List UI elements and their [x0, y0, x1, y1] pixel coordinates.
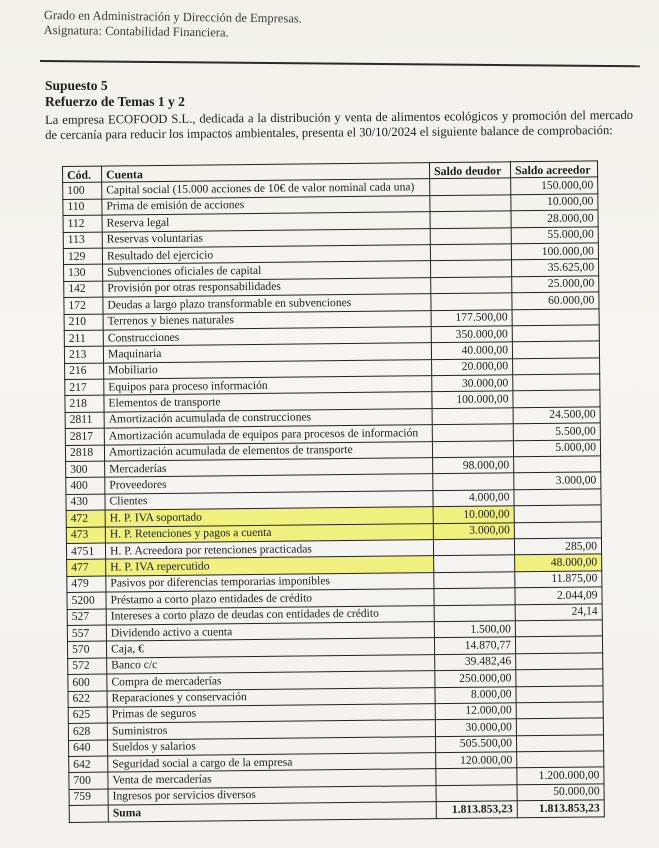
row-credit	[513, 358, 600, 375]
row-account: Intereses a corto plazo de deudas con entidades de crédito	[106, 605, 434, 625]
exercise-title: Supuesto 5	[45, 78, 108, 93]
course-header	[44, 8, 302, 42]
row-code: 142	[64, 281, 103, 298]
row-debit: 20.000,00	[432, 358, 513, 375]
row-account: Caja, €	[106, 638, 434, 658]
row-account: Venta de mercaderías	[108, 769, 436, 789]
row-debit	[430, 178, 511, 195]
total-label: Suma	[108, 802, 436, 822]
row-account: Sueldos y salarios	[108, 736, 436, 756]
row-account: Proveedores	[105, 474, 433, 494]
row-debit	[432, 408, 513, 425]
row-code: 572	[68, 658, 107, 675]
row-debit	[434, 604, 515, 621]
row-code: 625	[68, 707, 107, 724]
row-credit	[515, 636, 602, 653]
row-account: Subvenciones oficiales de capital	[103, 261, 431, 281]
row-debit: 120.000,00	[436, 752, 517, 769]
row-account: Dividendo activo a cuenta	[106, 622, 434, 642]
header-credit: Saldo acreedor	[510, 161, 597, 178]
row-credit: 55.000,00	[511, 226, 598, 243]
row-credit	[516, 702, 603, 719]
row-code: 4751	[66, 543, 105, 560]
row-credit: 35.625,00	[512, 259, 599, 276]
row-account: Reparaciones y conservación	[107, 687, 435, 707]
row-code: 640	[69, 740, 108, 757]
course-degree: Grado en Administración y Dirección de Empresas.	[43, 8, 302, 26]
row-code: 622	[68, 691, 107, 708]
row-debit	[434, 572, 515, 589]
row-account: Reserva legal	[102, 212, 430, 232]
exercise-subtitle: Refuerzo de Temas 1 y 2	[45, 94, 185, 109]
row-credit	[513, 390, 600, 407]
row-account: Terrenos y bienes naturales	[103, 310, 431, 330]
row-credit: 2.044,09	[515, 587, 602, 604]
row-credit: 150.000,00	[511, 177, 598, 194]
row-code: 527	[67, 609, 106, 626]
row-debit: 30.000,00	[432, 375, 513, 392]
row-credit: 50.000,00	[517, 784, 604, 801]
row-credit	[514, 489, 601, 506]
row-account: Primas de seguros	[107, 704, 435, 724]
row-credit: 24.500,00	[513, 407, 600, 424]
row-credit	[514, 456, 601, 473]
row-account: Suministros	[107, 720, 435, 740]
row-debit: 8.000,00	[435, 686, 516, 703]
row-credit	[514, 505, 601, 522]
row-account: Amortización acumulada de elementos de transporte	[104, 441, 432, 461]
row-account: Amortización acumulada de construcciones	[104, 408, 432, 428]
row-debit	[436, 768, 517, 785]
row-account: Maquinaria	[103, 343, 431, 363]
total-spacer	[69, 805, 108, 822]
row-credit	[514, 521, 601, 538]
header-debit: Saldo deudor	[429, 162, 510, 179]
row-account: Pasivos por diferencias temporarias imponibles	[106, 572, 434, 592]
row-code: 130	[64, 264, 103, 281]
total-debit: 1.813.853,23	[436, 801, 517, 818]
row-account: Préstamo a corto plazo entidades de crédito	[106, 589, 434, 609]
row-code: 700	[69, 773, 108, 790]
row-code: 129	[63, 248, 102, 265]
row-credit	[512, 341, 599, 358]
row-account: H. P. Acreedora por retenciones practicadas	[105, 540, 433, 560]
row-credit	[515, 620, 602, 637]
row-debit	[431, 293, 512, 310]
row-debit	[433, 473, 514, 490]
row-code: 2811	[65, 412, 104, 429]
row-code: 2818	[65, 445, 104, 462]
exercise-heading	[45, 78, 185, 110]
row-account: Seguridad social a cargo de la empresa	[108, 753, 436, 773]
row-debit	[436, 785, 517, 802]
row-credit	[516, 669, 603, 686]
row-code: 300	[66, 461, 105, 478]
row-debit: 3.000,00	[433, 522, 514, 539]
row-credit: 100.000,00	[511, 243, 598, 260]
row-account: Capital social (15.000 acciones de 10€ de valor nominal cada una)	[102, 179, 430, 199]
row-debit: 350.000,00	[431, 326, 512, 343]
row-debit: 177.500,00	[431, 309, 512, 326]
header-divider	[40, 60, 640, 67]
row-account: H. P. IVA soportado	[105, 507, 433, 527]
row-credit: 5.000,00	[513, 440, 600, 457]
row-account: H. P. IVA repercutido	[106, 556, 434, 576]
trial-balance-table	[62, 160, 605, 822]
row-debit	[430, 195, 511, 212]
header-code: Cód.	[63, 166, 102, 183]
row-debit: 100.000,00	[432, 391, 513, 408]
row-credit: 285,00	[514, 538, 601, 555]
row-credit	[512, 325, 599, 342]
total-credit: 1.813.853,23	[517, 800, 604, 817]
row-debit	[432, 424, 513, 441]
row-account: Equipos para proceso información	[104, 376, 432, 396]
row-code: 642	[69, 756, 108, 773]
row-debit: 505.500,00	[435, 735, 516, 752]
row-debit	[430, 227, 511, 244]
row-code: 210	[64, 314, 103, 331]
row-debit: 1.500,00	[434, 621, 515, 638]
row-account: Reservas voluntarias	[102, 228, 430, 248]
header-account: Cuenta	[102, 163, 430, 183]
row-account: Mobiliario	[104, 359, 432, 379]
row-credit: 25.000,00	[512, 276, 599, 293]
row-credit	[516, 685, 603, 702]
row-debit	[431, 277, 512, 294]
row-account: Clientes	[105, 490, 433, 510]
row-code: 213	[64, 346, 103, 363]
row-code: 472	[66, 510, 105, 527]
row-debit	[430, 244, 511, 261]
row-code: 216	[65, 363, 104, 380]
row-debit: 12.000,00	[435, 703, 516, 720]
row-code: 400	[66, 477, 105, 494]
row-account: Provisión por otras responsabilidades	[103, 277, 431, 297]
row-account: Amortización acumulada de equipos para procesos de información	[104, 425, 432, 445]
row-code: 570	[67, 641, 106, 658]
row-credit	[516, 653, 603, 670]
row-account: Elementos de transporte	[104, 392, 432, 412]
row-code: 110	[63, 199, 102, 216]
row-account: Prima de emisión de acciones	[102, 195, 430, 215]
row-credit	[517, 751, 604, 768]
row-account: Resultado del ejercicio	[102, 245, 430, 265]
row-code: 479	[67, 576, 106, 593]
row-debit: 98.000,00	[433, 457, 514, 474]
row-code: 477	[67, 559, 106, 576]
row-debit: 4.000,00	[433, 490, 514, 507]
row-credit	[516, 735, 603, 752]
row-debit	[434, 555, 515, 572]
row-code: 112	[63, 215, 102, 232]
intro-paragraph: La empresa ECOFOOD S.L., dedicada a la distribución y venta de alimentos ecológicos y promoción del mercado de cercanía para reducir los impactos ambientales, presenta el 30/10/2024 el siguiente balance de comprobación:	[45, 107, 634, 142]
row-debit	[433, 539, 514, 556]
row-code: 430	[66, 494, 105, 511]
row-account: Compra de mercaderías	[107, 671, 435, 691]
row-code: 5200	[67, 592, 106, 609]
row-code: 218	[65, 396, 104, 413]
row-account: Deudas a largo plazo transformable en subvenciones	[103, 294, 431, 314]
row-account: Mercaderías	[105, 458, 433, 478]
row-credit	[513, 374, 600, 391]
row-code: 628	[68, 723, 107, 740]
row-debit	[430, 211, 511, 228]
row-account: H. P. Retenciones y pagos a cuenta	[105, 523, 433, 543]
row-code: 217	[65, 379, 104, 396]
row-code: 600	[68, 674, 107, 691]
row-credit	[512, 308, 599, 325]
row-code: 172	[64, 297, 103, 314]
row-debit	[434, 588, 515, 605]
row-credit: 3.000,00	[514, 472, 601, 489]
row-credit: 48.000,00	[515, 554, 602, 571]
row-debit: 39.482,46	[435, 653, 516, 670]
row-debit: 10.000,00	[433, 506, 514, 523]
row-account: Ingresos por servicios diversos	[108, 785, 436, 805]
row-credit: 10.000,00	[511, 194, 598, 211]
row-code: 759	[69, 789, 108, 806]
row-code: 2817	[65, 428, 104, 445]
row-credit	[516, 718, 603, 735]
row-credit: 28.000,00	[511, 210, 598, 227]
row-debit: 30.000,00	[435, 719, 516, 736]
row-credit: 60.000,00	[512, 292, 599, 309]
row-debit: 250.000,00	[435, 670, 516, 687]
row-code: 113	[63, 232, 102, 249]
row-code: 557	[67, 625, 106, 642]
row-debit: 14.870,77	[434, 637, 515, 654]
row-debit: 40.000,00	[431, 342, 512, 359]
row-credit: 1.200.000,00	[517, 767, 604, 784]
row-code: 473	[66, 527, 105, 544]
row-account: Construcciones	[103, 327, 431, 347]
row-code: 211	[64, 330, 103, 347]
row-code: 100	[63, 182, 102, 199]
row-debit	[431, 260, 512, 277]
row-debit	[432, 440, 513, 457]
row-credit: 11.875,00	[515, 571, 602, 588]
row-credit: 24,14	[515, 603, 602, 620]
row-account: Banco c/c	[107, 654, 435, 674]
course-subject: Asignatura: Contabilidad Financiera.	[43, 22, 229, 40]
row-credit: 5.500,00	[513, 423, 600, 440]
